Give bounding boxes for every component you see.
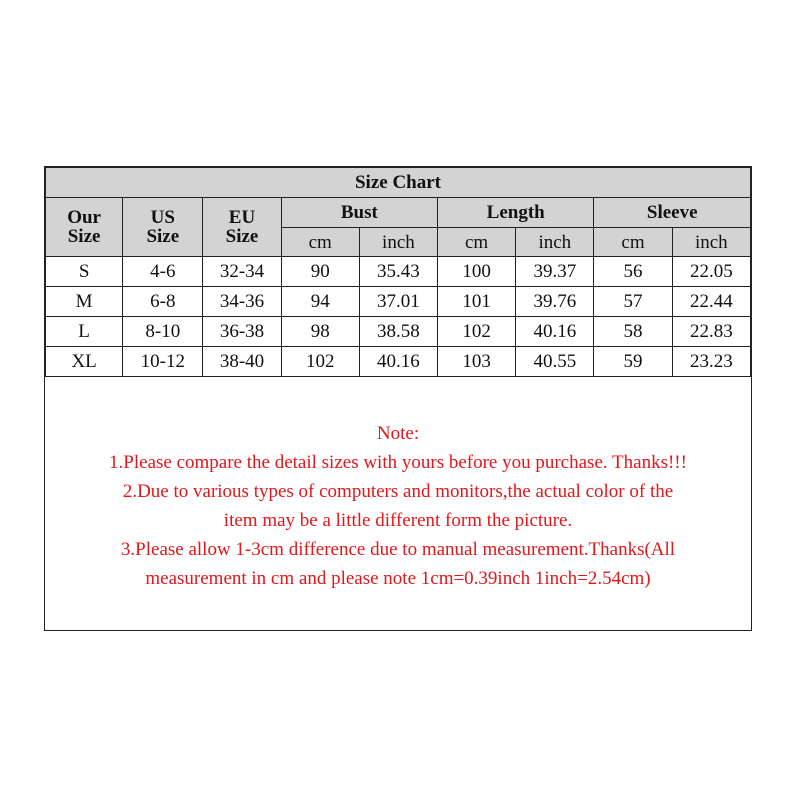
header-length-inch: inch	[516, 228, 594, 257]
cell-sleeve-cm: 56	[594, 257, 672, 287]
cell-length-cm: 100	[438, 257, 516, 287]
cell-bust-cm: 102	[281, 347, 359, 377]
header-eu-size-line1: EU	[228, 207, 256, 228]
header-us-size	[123, 198, 203, 257]
cell-length-inch: 40.55	[516, 347, 594, 377]
cell-sleeve-cm: 59	[594, 347, 672, 377]
cell-length-inch: 39.37	[516, 257, 594, 287]
cell-eu-size: 38-40	[203, 347, 281, 377]
header-us-size-line1: US	[150, 207, 175, 228]
header-our-size-line1: Our	[67, 207, 101, 228]
header-eu-size-line2: Size	[225, 226, 259, 247]
cell-sleeve-inch: 22.83	[672, 317, 750, 347]
cell-sleeve-cm: 57	[594, 287, 672, 317]
cell-us-size: 8-10	[123, 317, 203, 347]
cell-our-size: XL	[46, 347, 123, 377]
cell-length-cm: 101	[438, 287, 516, 317]
cell-bust-cm: 90	[281, 257, 359, 287]
table-row	[46, 347, 751, 377]
cell-sleeve-inch: 22.05	[672, 257, 750, 287]
cell-length-inch: 39.76	[516, 287, 594, 317]
header-bust: Bust	[281, 198, 437, 228]
header-bust-cm: cm	[281, 228, 359, 257]
header-sleeve: Sleeve	[594, 198, 751, 228]
note-line: 2.Due to various types of computers and monitors,the actual color of the	[122, 481, 674, 502]
cell-eu-size: 36-38	[203, 317, 281, 347]
header-our-size	[46, 198, 123, 257]
cell-sleeve-cm: 58	[594, 317, 672, 347]
cell-bust-inch: 37.01	[359, 287, 437, 317]
cell-us-size: 4-6	[123, 257, 203, 287]
cell-our-size: M	[46, 287, 123, 317]
note-line: item may be a little different form the picture.	[223, 510, 573, 531]
notes-section	[45, 419, 751, 593]
cell-length-cm: 103	[438, 347, 516, 377]
header-sleeve-cm: cm	[594, 228, 672, 257]
table-row	[46, 257, 751, 287]
table-row	[46, 287, 751, 317]
cell-bust-cm: 94	[281, 287, 359, 317]
header-us-size-line2: Size	[146, 226, 180, 247]
note-heading: Note:	[376, 423, 420, 444]
cell-length-cm: 102	[438, 317, 516, 347]
header-length-cm: cm	[438, 228, 516, 257]
size-chart-frame	[44, 166, 752, 631]
cell-bust-inch: 35.43	[359, 257, 437, 287]
header-eu-size	[203, 198, 281, 257]
cell-bust-inch: 38.58	[359, 317, 437, 347]
note-line: 1.Please compare the detail sizes with yours before you purchase. Thanks!!!	[109, 452, 687, 473]
cell-length-inch: 40.16	[516, 317, 594, 347]
header-length: Length	[438, 198, 594, 228]
note-line: measurement in cm and please note 1cm=0.39inch 1inch=2.54cm)	[145, 568, 651, 589]
cell-bust-cm: 98	[281, 317, 359, 347]
cell-us-size: 6-8	[123, 287, 203, 317]
note-line: 3.Please allow 1-3cm difference due to manual measurement.Thanks(All	[120, 539, 676, 560]
cell-sleeve-inch: 22.44	[672, 287, 750, 317]
cell-sleeve-inch: 23.23	[672, 347, 750, 377]
cell-bust-inch: 40.16	[359, 347, 437, 377]
header-bust-inch: inch	[359, 228, 437, 257]
cell-eu-size: 34-36	[203, 287, 281, 317]
cell-our-size: S	[46, 257, 123, 287]
cell-eu-size: 32-34	[203, 257, 281, 287]
header-sleeve-inch: inch	[672, 228, 750, 257]
cell-our-size: L	[46, 317, 123, 347]
size-chart-table	[45, 167, 751, 377]
chart-title: Size Chart	[46, 168, 751, 198]
header-our-size-line2: Size	[67, 226, 101, 247]
cell-us-size: 10-12	[123, 347, 203, 377]
table-row	[46, 317, 751, 347]
